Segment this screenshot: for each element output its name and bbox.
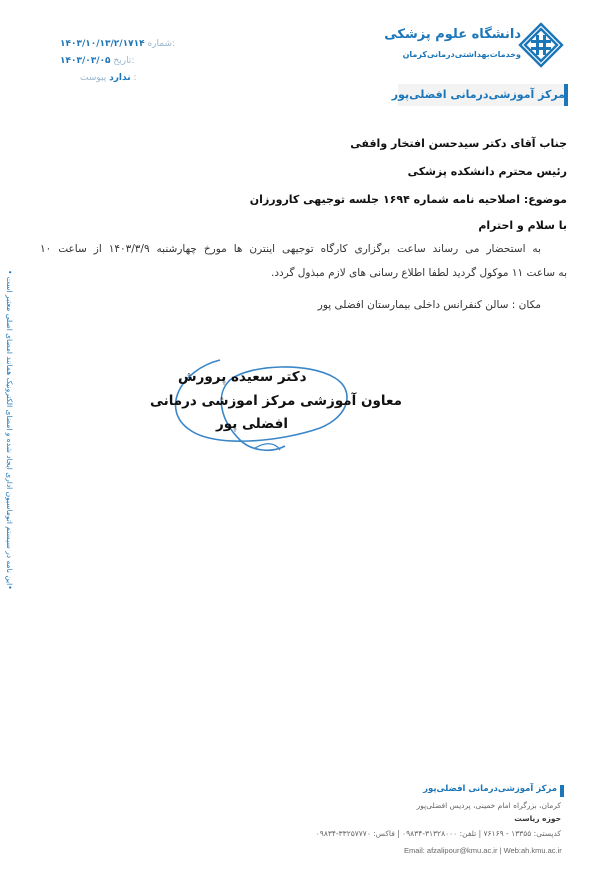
footer-contacts: کدپستی: ۱۳۳۵۵ - ۷۶۱۶۹ | تلفن: ۳۱۳۲۸۰۰۰-۰۹۸۳۴ | فاکس: ۳۳۲۵۷۷۷۰-۰۹۸۳۴ [315,829,561,838]
side-note-text: •این نامه در سیستم اتوماسیون اداری ایجاد شده و امضای الکترونیک همانند امضای اصلی معتبر است • [5,270,14,590]
date-label: تاریخ: [113,56,135,66]
letter-number-row [60,39,175,49]
recipient: جناب آقای دکتر سیدحسن افتخار واقفی [350,137,567,150]
greeting: با سلام و احترام [478,219,567,232]
letter-number: ۱۴۰۳/۱۰/۱۳/۲/۱۷۱۴ [60,39,145,49]
signatory-title-line1: معاون آموزشی مرکز اموزشی درمانی [150,393,402,409]
university-logo [518,22,564,68]
attachment-row [80,73,137,83]
footer-web[interactable]: Email: afzalipour@kmu.ac.ir | Web:ah.kmu.ac.ir [404,846,562,855]
footer-accent-bar [560,785,564,797]
subject: موضوع: اصلاحیه نامه شماره ۱۶۹۴ جلسه توجیهی کارورزان [249,193,567,206]
footer-address: کرمان، بزرگراه امام خمینی، پردیس افضلی‌پور [416,801,561,810]
letter-date: ۱۴۰۳/۰۳/۰۵ [60,56,111,66]
date-row [60,56,134,66]
footer-title: مرکز آموزشی‌درمانی افضلی‌پور [423,784,557,794]
signatory-name: دکتر سعیده پرورش [178,369,307,385]
attachment-label: پیوست : [80,73,137,83]
signatory-title-line2: افضلی پور [216,416,288,432]
attachment-value: ندارد [109,73,131,83]
footer-department: حوزه ریاست [514,814,561,823]
university-subtitle: وخدمات‌بهداشتی‌درمانی‌کرمان [402,50,521,59]
center-name: مرکز آموزشی‌درمانی افضلی‌پور [391,88,565,101]
paragraph-line-1: به استحضار می رساند ساعت برگزاری کارگاه توجیهی اینترن ها مورخ چهارشنبه ۱۴۰۳/۳/۹ از ساعت ۱۰ [40,243,541,255]
paragraph-line-2: به ساعت ۱۱ موکول گردید لطفا اطلاع رسانی های لازم مبذول گردد. [270,267,567,279]
university-name: دانشگاه علوم پزشکی [384,27,521,42]
body-paragraph [40,237,567,285]
side-note [0,270,20,620]
location: مکان : سالن کنفرانس داخلی بیمارستان افضلی پور [317,299,541,311]
recipient-title: رئیس محترم دانشکده پزشکی [407,165,567,178]
letter-number-label: شماره: [147,39,176,49]
